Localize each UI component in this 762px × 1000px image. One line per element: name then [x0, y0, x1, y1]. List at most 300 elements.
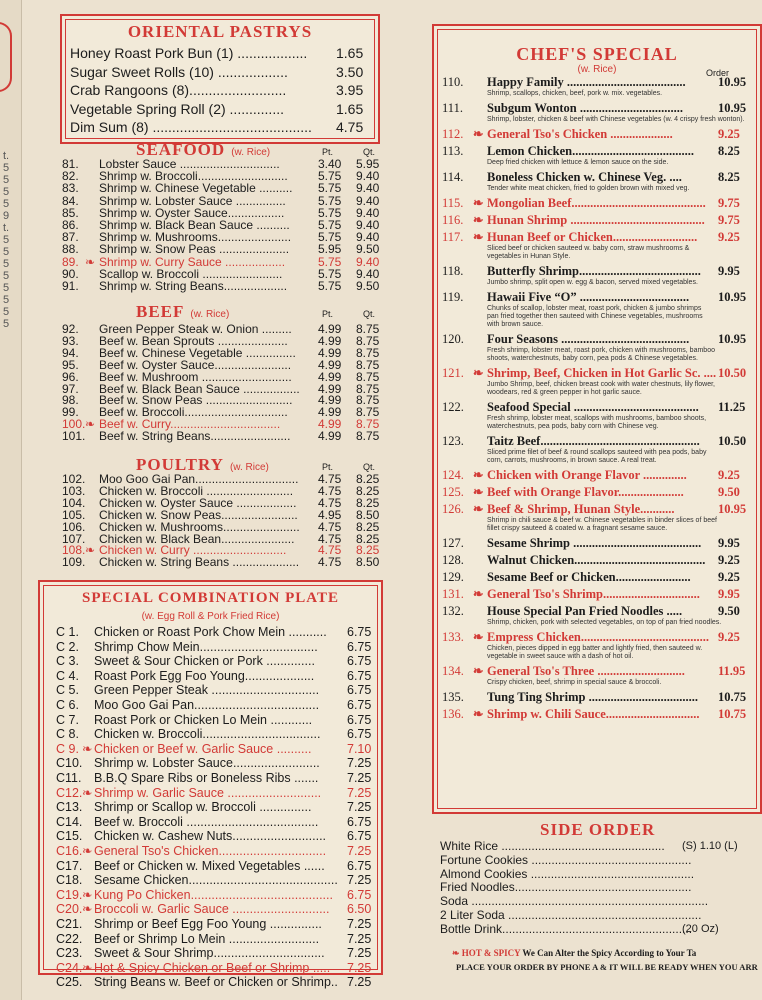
item-name: Taitz Beef...................................................	[487, 434, 700, 448]
hot-pepper-icon: ❧	[82, 844, 93, 858]
seafood-subtitle: (w. Rice)	[231, 147, 271, 158]
side-item-name: 2 Liter Soda ..........................................................	[440, 908, 702, 922]
item-description: Tender white meat chicken, fried to golden brown with mixed veg.	[487, 185, 690, 192]
item-price: 9.25	[718, 230, 740, 244]
item-number: 125.	[442, 485, 464, 499]
poultry-title-text: POULTRY	[136, 455, 224, 474]
left-page-edge	[0, 0, 22, 1000]
item-description: Shrimp, lobster, chicken & beef with Chinese vegetables (w. 4 crispy fresh wonton).	[487, 116, 745, 123]
item-name: Lemon Chicken.......................................	[487, 144, 694, 158]
item-pint-price: 4.75	[318, 555, 342, 570]
item-name: Chicken w. Mushrooms.......................	[99, 519, 300, 534]
item-number: 81.	[62, 157, 79, 171]
item-name: Beef w. Broccoli...............................	[99, 405, 288, 420]
item-name: Four Seasons .........................................	[487, 332, 690, 346]
item-price: 9.25	[718, 630, 740, 644]
item-description: with brown sauce.	[487, 321, 544, 328]
item-pint-price: 5.95	[318, 242, 342, 257]
item-number: C17.	[56, 858, 83, 873]
item-name: Seafood Special ........................................	[487, 400, 699, 414]
item-number: 111.	[442, 101, 463, 115]
item-description: Shrimp in chili sauce & beef w. Chinese vegetables in binder slices of beef	[487, 517, 717, 524]
item-name: Shrimp or Scallop w. Broccoli ...............	[94, 800, 312, 815]
beef-subtitle: (w. Rice)	[190, 309, 230, 320]
item-price: 9.75	[718, 213, 740, 227]
item-price: 7.25	[347, 960, 372, 975]
item-name: Chicken w. Cashew Nuts...........................	[94, 829, 327, 844]
item-pint-price: 5.75	[318, 193, 342, 208]
item-price: 7.25	[347, 946, 372, 961]
item-number: C 4.	[56, 668, 79, 683]
item-number: 87.	[62, 230, 79, 245]
item-pint-price: 5.75	[318, 205, 342, 220]
item-description: Crispy chicken, beef, shrimp in special sauce & broccoli.	[487, 679, 662, 686]
hot-pepper-icon: ❧	[473, 213, 484, 227]
edge-fragment: 5	[3, 294, 10, 306]
item-price: 6.75	[347, 814, 372, 829]
item-name: Chicken w. Snow Peas.......................	[99, 507, 298, 522]
item-number: 97.	[62, 381, 79, 396]
item-number: C 2.	[56, 639, 79, 654]
item-pint-price: 5.75	[318, 169, 342, 184]
edge-fragment: 5	[3, 282, 10, 294]
item-name: Beef w. Snow Peas ..........................	[99, 393, 293, 408]
poultry-pt-header: Pt.	[322, 462, 334, 472]
item-price: 6.75	[347, 668, 372, 683]
order-column-label: Order	[706, 68, 730, 78]
item-name: Shrimp w. Lobster Sauce.........................	[94, 756, 320, 771]
item-name: Beef w. Chinese Vegetable ...............	[99, 345, 296, 360]
item-name: General Tso's Chicken...............................	[94, 844, 327, 858]
item-quart-price: 8.25	[356, 543, 380, 558]
item-price: 9.50	[718, 485, 740, 499]
pastry-name: Dim Sum (8) .........................................	[70, 119, 312, 135]
item-price: 7.10	[347, 741, 372, 756]
item-price: 10.50	[718, 434, 747, 448]
item-price: 8.25	[718, 144, 740, 158]
item-number: 119.	[442, 290, 464, 304]
hot-pepper-icon: ❧	[82, 741, 93, 756]
item-pint-price: 4.99	[318, 345, 342, 360]
item-number: 96.	[62, 369, 79, 384]
item-pint-price: 5.75	[318, 218, 342, 232]
edge-fragment: 5	[3, 186, 10, 198]
item-name: Sweet & Sour Chicken or Pork ..............	[94, 654, 315, 669]
item-number: C25.	[56, 975, 83, 990]
item-price: 6.75	[347, 698, 372, 712]
item-pint-price: 5.75	[318, 181, 342, 196]
item-number: C22.	[56, 931, 83, 946]
item-price: 9.95	[718, 264, 740, 278]
hot-pepper-icon: ❧	[82, 902, 93, 917]
beef-pt-header: Pt.	[322, 309, 334, 319]
item-number: 121.	[442, 366, 464, 380]
item-quart-price: 8.25	[356, 472, 380, 486]
chef-subtitle: (w. Rice)	[577, 64, 617, 75]
item-quart-price: 8.75	[356, 345, 380, 360]
item-quart-price: 9.40	[356, 181, 380, 196]
item-number: C13.	[56, 800, 83, 815]
hot-pepper-icon: ❧	[473, 366, 484, 380]
item-pint-price: 4.75	[318, 472, 342, 486]
item-quart-price: 8.75	[356, 417, 380, 432]
item-number: 126.	[442, 502, 464, 516]
item-name: Sesame Beef or Chicken........................	[487, 570, 691, 584]
item-name: Beef w. Broccoli ......................................	[94, 814, 319, 829]
footer-hot	[452, 948, 696, 959]
item-name: Beef or Shrimp Lo Mein ..........................	[94, 931, 320, 946]
item-pint-price: 4.75	[318, 543, 342, 558]
edge-fragment: 5	[3, 270, 10, 282]
item-price: 7.25	[347, 800, 372, 815]
item-price: 6.75	[347, 727, 372, 742]
item-name: General Tso's Shrimp...............................	[487, 587, 700, 601]
item-quart-price: 9.40	[356, 193, 380, 208]
item-name: Chicken w. Black Bean......................	[99, 531, 295, 546]
beef-title	[136, 302, 229, 322]
poultry-qt-header: Qt.	[363, 462, 376, 472]
item-number: 133.	[442, 630, 464, 644]
item-price: 10.95	[718, 290, 747, 304]
page-edge-border	[0, 22, 12, 92]
item-price: 10.75	[718, 707, 747, 721]
item-number: 114.	[442, 170, 464, 184]
item-pint-price: 5.75	[318, 254, 342, 269]
item-name: Kung Po Chicken.........................................	[94, 887, 333, 902]
item-number: C16.	[56, 844, 83, 858]
item-number: C 9.	[56, 741, 79, 756]
item-number: C12.	[56, 785, 83, 800]
hot-pepper-icon: ❧	[85, 543, 96, 558]
edge-fragment: 5	[3, 306, 10, 318]
side-item-name: Fortune Cookies ................................................	[440, 852, 692, 867]
item-name: Chicken or Beef w. Garlic Sauce ..........	[94, 741, 312, 756]
item-name: Beef w. Mushroom ...........................	[99, 369, 292, 384]
item-name: Hunan Beef or Chicken...........................	[487, 230, 698, 244]
item-name: Green Pepper Steak w. Onion .........	[99, 322, 292, 336]
item-number: 104.	[62, 495, 86, 510]
side-item-name: Bottle Drink.........................................................	[440, 921, 693, 936]
item-quart-price: 9.50	[356, 242, 380, 257]
item-number: 135.	[442, 690, 464, 704]
item-number: C19.	[56, 887, 83, 902]
hot-pepper-icon: ❧	[473, 230, 484, 244]
item-number: 100.	[62, 417, 86, 432]
item-number: 124.	[442, 468, 464, 482]
item-price: 9.50	[718, 604, 740, 618]
item-pint-price: 5.75	[318, 230, 342, 245]
item-number: C10.	[56, 756, 83, 771]
item-number: 90.	[62, 266, 79, 281]
item-number: 85.	[62, 205, 79, 220]
item-price: 8.25	[718, 170, 740, 184]
item-price: 6.75	[347, 683, 372, 698]
item-number: C 6.	[56, 698, 79, 712]
item-price: 6.75	[347, 712, 372, 727]
edge-fragment: 5	[3, 198, 10, 210]
side-item-name: Soda .......................................................................	[440, 894, 709, 909]
item-number: C 1.	[56, 625, 79, 639]
item-number: 132.	[442, 604, 464, 618]
item-price: 11.25	[718, 400, 746, 414]
hot-pepper-icon: ❧	[473, 127, 484, 141]
item-quart-price: 9.40	[356, 218, 380, 232]
pastrys-box	[60, 14, 380, 144]
item-description: vegetable in sweet sauce with a dash of hot oil.	[487, 653, 634, 660]
item-price: 11.95	[718, 664, 746, 678]
seafood-title-text: SEAFOOD	[136, 140, 226, 159]
item-price: 6.75	[347, 887, 372, 902]
item-pint-price: 4.99	[318, 369, 342, 384]
item-number: C 3.	[56, 654, 79, 669]
item-quart-price: 8.25	[356, 483, 380, 498]
item-description: Deep fried chicken with lettuce & lemon sauce on the side.	[487, 159, 669, 166]
hot-pepper-icon: ❧	[82, 785, 93, 800]
item-number: 123.	[442, 434, 464, 448]
item-number: 102.	[62, 472, 86, 486]
item-price: 10.50	[718, 366, 747, 380]
pastry-price: 3.50	[336, 63, 364, 80]
poultry-subtitle: (w. Rice)	[229, 462, 269, 473]
item-quart-price: 9.40	[356, 230, 380, 245]
item-number: 88.	[62, 242, 79, 257]
item-name: Roast Pork or Chicken Lo Mein ............	[94, 712, 313, 727]
item-pint-price: 4.99	[318, 322, 342, 336]
item-number: 101.	[62, 429, 86, 444]
item-name: Shrimp w. String Beans...................	[99, 279, 288, 293]
item-number: C23.	[56, 946, 83, 961]
combo-title: SPECIAL COMBINATION PLATE	[82, 590, 339, 606]
item-description: Chunks of scallop, lobster meat, roast pork, chicken & jumbo shrimps	[487, 305, 702, 312]
item-name: Hawaii Five “O” ...................................	[487, 290, 690, 304]
item-pint-price: 4.99	[318, 357, 342, 372]
item-quart-price: 5.95	[356, 157, 380, 171]
edge-fragment: t.	[3, 222, 10, 234]
item-number: 86.	[62, 218, 79, 232]
item-number: C20.	[56, 902, 83, 917]
item-description: Shrimp, scallops, chicken, beef, pork w. mix. vegetables.	[487, 90, 663, 97]
item-quart-price: 8.75	[356, 405, 380, 420]
item-description: fillet crispy sauteed & coated w. a fragnant sesame sauce.	[487, 525, 668, 532]
item-name: Shrimp w. Chili Sauce..............................	[487, 707, 700, 721]
side-item-price: (20 Oz)	[682, 922, 719, 935]
item-price: 9.25	[718, 468, 740, 482]
hot-pepper-icon: ❧	[473, 587, 484, 601]
item-name: Shrimp w. Garlic Sauce ...........................	[94, 785, 322, 800]
hot-pepper-icon: ❧	[85, 417, 96, 432]
item-name: Empress Chicken.........................................	[487, 630, 710, 644]
item-price: 7.25	[347, 771, 372, 785]
item-description: vegetables in Hunan Style.	[487, 253, 571, 260]
item-name: House Special Pan Fried Noodles .....	[487, 604, 683, 618]
item-price: 10.95	[718, 101, 747, 115]
pastry-name: Honey Roast Pork Bun (1) ..................	[70, 45, 308, 61]
item-number: 116.	[442, 213, 464, 227]
item-pint-price: 4.95	[318, 507, 342, 522]
item-name: Shrimp w. Mushrooms......................	[99, 230, 292, 245]
item-name: Beef w. Oyster Sauce.......................	[99, 357, 292, 372]
item-name: Shrimp w. Black Bean Sauce ..........	[99, 218, 290, 232]
item-quart-price: 9.40	[356, 254, 380, 269]
item-number: C14.	[56, 814, 83, 829]
item-name: B.B.Q Spare Ribs or Boneless Ribs .......	[94, 771, 319, 785]
item-description: Fresh shrimp, lobster meat, roast pork, chicken with mushrooms, bamboo	[487, 347, 715, 354]
item-name: Beef or Chicken w. Mixed Vegetables ......	[94, 858, 325, 873]
item-name: Beef w. Black Bean Sauce .................	[99, 381, 300, 396]
item-quart-price: 9.40	[356, 205, 380, 220]
item-description: pan fried together then sauteed with Chinese vegetables, mushrooms	[487, 313, 703, 320]
item-number: 103.	[62, 483, 86, 498]
item-name: Shrimp or Beef Egg Foo Young ...............	[94, 917, 322, 931]
item-quart-price: 8.25	[356, 495, 380, 510]
item-price: 10.95	[718, 332, 747, 346]
item-price: 9.25	[718, 553, 740, 567]
item-pint-price: 5.75	[318, 279, 342, 293]
item-pint-price: 4.75	[318, 519, 342, 534]
item-name: Scallop w. Broccoli ........................	[99, 266, 283, 281]
item-quart-price: 8.75	[356, 357, 380, 372]
item-pint-price: 4.99	[318, 393, 342, 408]
item-number: 110.	[442, 75, 464, 89]
seafood-qt-header: Qt.	[363, 147, 376, 157]
item-quart-price: 9.40	[356, 266, 380, 281]
item-number: 89.	[62, 254, 79, 269]
item-number: C15.	[56, 829, 83, 844]
item-number: 120.	[442, 332, 464, 346]
item-price: 6.50	[347, 902, 372, 917]
item-name: Shrimp w. Oyster Sauce.................	[99, 205, 285, 220]
item-price: 7.25	[347, 873, 372, 888]
item-number: C 5.	[56, 683, 79, 698]
item-name: Shrimp w. Curry Sauce ..................	[99, 254, 286, 269]
item-name: Beef w. Bean Sprouts .....................	[99, 333, 288, 348]
edge-fragment: 5	[3, 246, 10, 258]
hot-spicy-label: HOT & SPICY	[461, 948, 521, 958]
item-number: C 7.	[56, 712, 79, 727]
seafood-pt-header: Pt.	[322, 147, 334, 157]
item-number: 128.	[442, 553, 464, 567]
item-price: 10.95	[718, 75, 747, 89]
side-item-name: Almond Cookies .................................................	[440, 866, 695, 881]
item-name: General Tso's Three ............................	[487, 664, 685, 678]
item-quart-price: 9.40	[356, 169, 380, 184]
item-price: 10.95	[718, 502, 747, 516]
item-quart-price: 8.25	[356, 531, 380, 546]
item-quart-price: 8.75	[356, 322, 380, 336]
item-quart-price: 8.75	[356, 429, 380, 444]
hot-spicy-text: We Can Alter the Spicy According to Your Ta	[522, 948, 697, 958]
item-quart-price: 8.50	[356, 555, 380, 570]
hot-pepper-icon: ❧	[473, 468, 484, 482]
item-pint-price: 4.75	[318, 483, 342, 498]
hot-pepper-icon: ❧	[473, 664, 484, 678]
item-price: 9.25	[718, 570, 740, 584]
item-description: shoots, waterchestnuts, baby corn, pea pods & Chinese vegetables.	[487, 355, 698, 362]
pastry-price: 4.75	[336, 119, 364, 135]
item-number: 95.	[62, 357, 79, 372]
item-description: waterchestnuts, pea pods, baby corn with Chinese veg.	[487, 423, 659, 430]
item-description: Shrimp, chicken, pork with selected vegetables, on top of pan fried noodles.	[487, 619, 722, 626]
item-name: Shrimp w. Snow Peas .....................	[99, 242, 290, 257]
item-price: 6.75	[347, 639, 372, 654]
item-number: 99.	[62, 405, 79, 420]
item-price: 7.25	[347, 917, 372, 931]
item-name: Shrimp w. Broccoli...........................	[99, 169, 288, 184]
item-price: 6.75	[347, 654, 372, 669]
item-name: Butterfly Shrimp.......................................	[487, 264, 701, 278]
item-number: 107.	[62, 531, 86, 546]
item-name: Moo Goo Gai Pan....................................	[94, 698, 320, 712]
item-name: Chicken w. Broccoli..................................	[94, 727, 321, 742]
footer-order-note: PLACE YOUR ORDER BY PHONE A & IT WILL BE READY WHEN YOU ARR	[456, 962, 758, 972]
item-pint-price: 4.99	[318, 405, 342, 420]
item-price: 6.75	[347, 829, 372, 844]
item-quart-price: 8.75	[356, 393, 380, 408]
item-name: Sesame Shrimp .........................................	[487, 536, 702, 550]
item-name: Beef & Shrimp, Hunan Style...........	[487, 502, 675, 516]
hot-pepper-icon: ❧	[82, 887, 93, 902]
item-quart-price: 9.50	[356, 279, 380, 293]
item-number: 131.	[442, 587, 464, 601]
hot-pepper-icon: ❧	[473, 630, 484, 644]
item-pint-price: 4.99	[318, 417, 342, 432]
item-number: 117.	[442, 230, 464, 244]
item-name: Chicken w. Oyster Sauce ..................	[99, 495, 297, 510]
item-number: C 8.	[56, 727, 79, 742]
item-number: 118.	[442, 264, 464, 278]
item-price: 7.25	[347, 844, 372, 858]
item-number: C18.	[56, 873, 83, 888]
pastry-name: Vegetable Spring Roll (2) ..............	[70, 100, 284, 117]
item-number: 82.	[62, 169, 79, 184]
item-name: Lobster Sauce ..............................	[99, 157, 280, 171]
item-name: Hot & Spicy Chicken or Beef or Shrimp .....	[94, 960, 331, 975]
pastry-name: Sugar Sweet Rolls (10) ..................	[70, 63, 288, 80]
item-pint-price: 4.99	[318, 333, 342, 348]
item-number: 83.	[62, 181, 79, 196]
item-number: 115.	[442, 196, 464, 210]
hot-pepper-icon: ❧	[85, 254, 96, 269]
hot-pepper-icon: ❧	[473, 485, 484, 499]
hot-pepper-icon: ❧	[473, 502, 484, 516]
edge-fragment: t.	[3, 150, 10, 162]
item-number: 108.	[62, 543, 86, 558]
hot-pepper-icon: ❧	[452, 948, 462, 958]
edge-fragment: 5	[3, 318, 10, 330]
hot-pepper-icon: ❧	[473, 196, 484, 210]
item-number: 109.	[62, 555, 86, 570]
item-name: Happy Family ......................................	[487, 75, 686, 89]
item-pint-price: 3.40	[318, 157, 342, 171]
item-pint-price: 4.99	[318, 381, 342, 396]
edge-fragment: 5	[3, 162, 10, 174]
item-number: 136.	[442, 707, 464, 721]
item-description: Jumbo Shrimp, beef, chicken breast cook with water chestnuts, lily flower,	[487, 381, 715, 388]
item-name: Shrimp w. Chinese Vegetable ..........	[99, 181, 293, 196]
item-name: String Beans w. Beef or Chicken or Shrimp..	[94, 975, 338, 990]
item-price: 9.95	[718, 587, 740, 601]
chef-special-box	[432, 24, 762, 814]
item-number: C11.	[56, 771, 82, 785]
item-pint-price: 4.75	[318, 495, 342, 510]
edge-fragment: 5	[3, 258, 10, 270]
item-number: 84.	[62, 193, 79, 208]
item-description: Sliced prime filet of beef & round scallops sauteed with pea pods, baby	[487, 449, 707, 456]
item-name: Tung Ting Shrimp ...................................	[487, 690, 698, 704]
beef-qt-header: Qt.	[363, 309, 376, 319]
item-name: Chicken w. Curry ............................	[99, 543, 287, 558]
pastry-price: 1.65	[336, 100, 364, 117]
